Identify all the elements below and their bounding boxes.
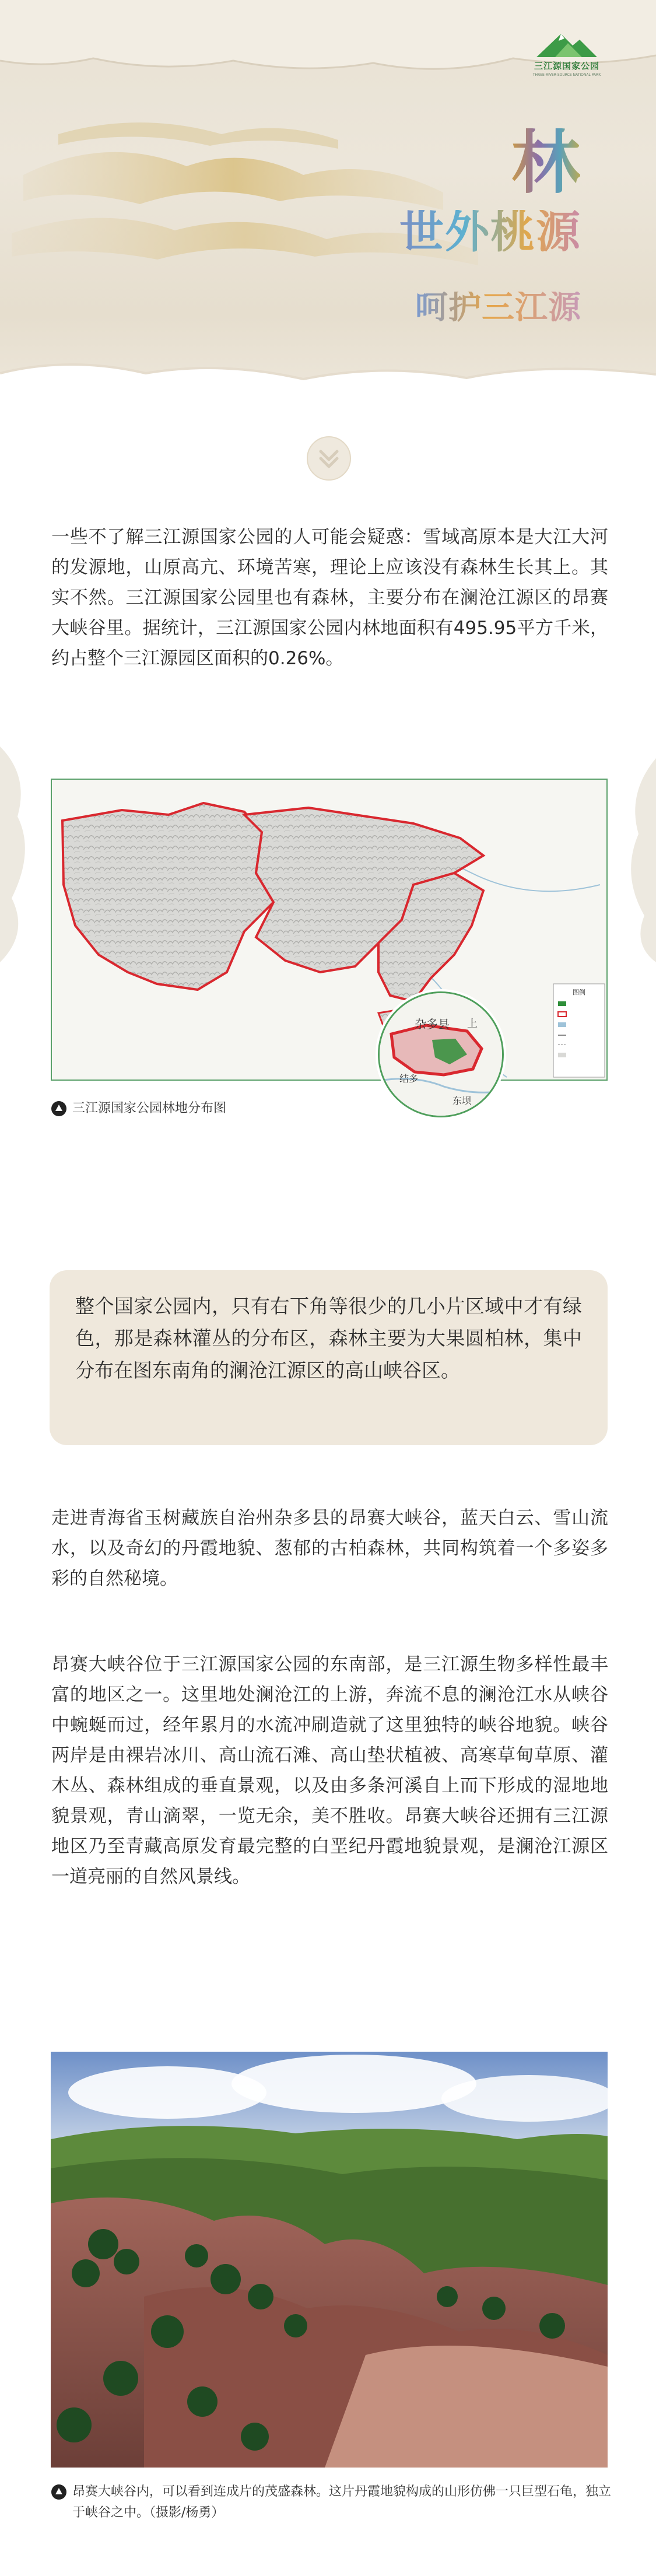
inset-map-graphic [380, 993, 502, 1116]
page-title: 世外桃源 [399, 206, 581, 258]
hero-banner [0, 0, 656, 420]
page-subtitle: 呵护三江源 [415, 289, 581, 327]
logo-name-en: THREE-RIVER-SOURCE NATIONAL PARK [532, 73, 601, 77]
map-inset-zoom [378, 991, 504, 1117]
brush-decoration-right [609, 723, 656, 968]
forest-distribution-map [51, 779, 608, 1081]
title-forest-char: 林 [511, 122, 580, 203]
canyon-photo [51, 2052, 608, 2468]
inset-label-jieduo: 结多 [399, 1073, 419, 1084]
caption-triangle-icon [51, 2484, 66, 2500]
mountain-logo-icon [532, 31, 602, 58]
map-caption-text: 三江源国家公园林地分布图 [72, 1101, 227, 1116]
brush-decoration [0, 723, 47, 968]
park-logo [529, 31, 605, 77]
info-callout [50, 1270, 608, 1445]
intro-paragraph: 一些不了解三江源国家公园的人可能会疑惑：雪域高原本是大江大河的发源地，山原高亢、环境苦寒，理论上应该没有森林生长其上。其实不然。三江源国家公园里也有森林，主要分布在澜沧江源区的昂赛大峡谷里。据统计，三江源国家公园内林地面积有495.95平方千米，约占整个三江源园区面积的0.26%。 [51, 527, 608, 669]
logo-name-cn: 三江源国家公园 [534, 61, 599, 71]
map-caption [51, 1098, 226, 1119]
map-legend-title: 图例 [573, 989, 585, 996]
inset-label-shang: 上 [467, 1018, 478, 1030]
photo-caption-text: 昂赛大峡谷内，可以看到连成片的茂盛森林。这片丹霞地貌构成的山形仿佛一只巨型石龟，独立于峡谷之中。（摄影/杨勇） [72, 2484, 612, 2520]
inset-label-dongba: 东坝 [452, 1095, 472, 1106]
canyon-photo-graphic [51, 2052, 608, 2468]
caption-triangle-icon [51, 1101, 66, 1116]
chevron-down-icon [308, 437, 350, 479]
map-graphic [52, 780, 608, 1081]
scroll-down-button[interactable] [307, 436, 351, 481]
body-paragraph-2: 昂赛大峡谷位于三江源国家公园的东南部，是三江源生物多样性最丰富的地区之一。这里地处澜沧江的上游，奔流不息的澜沧江水从峡谷中蜿蜒而过，经年累月的水流冲刷造就了这里独特的峡谷地貌。峡谷两岸是由裸岩冰川、高山流石滩、高山垫状植被、高寒草甸草原、灌木丛、森林组成的垂直景观，以及由多条河溪自上而下形成的湿地地貌景观，青山滴翠，一览无余，美不胜收。昂赛大峡谷还拥有三江源地区乃至青藏高原发育最完整的白垩纪丹霞地貌景观，是澜沧江源区一道亮丽的自然风景线。 [51, 1654, 608, 1887]
inset-label-county: 杂多县 [415, 1017, 450, 1031]
body-paragraph-1: 走进青海省玉树藏族自治州杂多县的昂赛大峡谷，蓝天白云、雪山流水，以及奇幻的丹霞地貌、葱郁的古柏森林，共同构筑着一个多姿多彩的自然秘境。 [51, 1508, 608, 1589]
photo-caption [51, 2482, 611, 2524]
info-callout-text: 整个国家公园内，只有右下角等很少的几小片区域中才有绿色，那是森林灌丛的分布区，森林主要为大果圆柏林，集中分布在图东南角的澜沧江源区的高山峡谷区。 [75, 1295, 582, 1382]
